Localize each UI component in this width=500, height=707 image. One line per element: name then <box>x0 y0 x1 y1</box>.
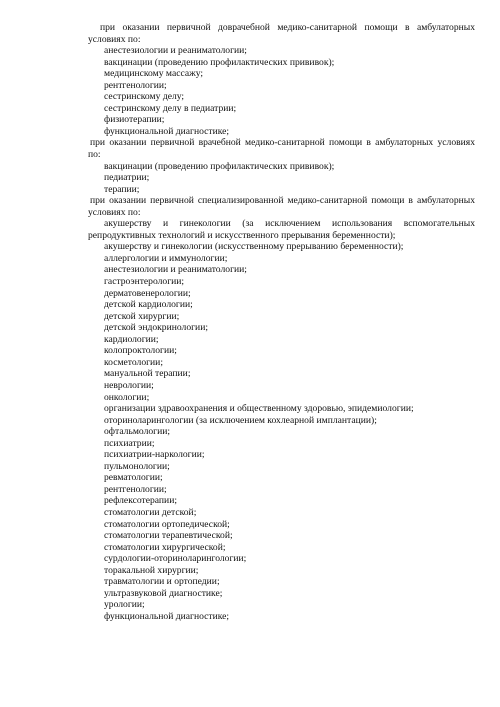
list-item: аллергологии и иммунологии; <box>104 252 228 264</box>
list-item: стоматологии детской; <box>104 506 197 518</box>
list-item: анестезиологии и реаниматологии; <box>104 45 247 57</box>
list-item: ультразвуковой диагностике; <box>104 587 223 599</box>
list-item: офтальмологии; <box>104 426 171 438</box>
list-item: рентгенологии; <box>104 79 167 91</box>
list-item: медицинскому массажу; <box>104 68 204 80</box>
list-item: функциональной диагностике; <box>104 125 230 137</box>
service-list <box>88 218 475 622</box>
list-item: акушерству и гинекологии (за исключением использования вспомогательных репродуктивных технологий и искусственного прерывания беременности); <box>88 218 475 241</box>
list-item: стоматологии терапевтической; <box>104 530 233 542</box>
list-item: онкологии; <box>104 391 150 403</box>
list-item: акушерству и гинекологии (искусственному прерыванию беременности); <box>104 241 404 253</box>
list-item: психиатрии-наркологии; <box>104 449 205 461</box>
list-item: колопроктологии; <box>104 345 177 357</box>
service-list <box>88 45 475 137</box>
list-item: мануальной терапии; <box>104 368 191 380</box>
list-item: дерматовенерологии; <box>104 287 191 299</box>
list-item: стоматологии хирургической; <box>104 541 226 553</box>
section-primary-pre-medical <box>88 22 475 137</box>
list-item: детской кардиологии; <box>104 299 193 311</box>
list-item: гастроэнтерологии; <box>104 276 185 288</box>
list-item: физиотерапии; <box>104 114 165 126</box>
list-item: анестезиологии и реаниматологии; <box>104 264 247 276</box>
section-primary-specialized <box>88 195 475 622</box>
section-heading: при оказании первичной доврачебной медико-санитарной помощи в амбулаторных условиях по: <box>88 22 475 45</box>
list-item: организации здравоохранения и общественному здоровью, эпидемиологии; <box>104 403 414 415</box>
list-item: психиатрии; <box>104 437 155 449</box>
list-item: торакальной хирургии; <box>104 564 199 576</box>
list-item: травматологии и ортопедии; <box>104 576 220 588</box>
list-item: педиатрии; <box>104 172 150 184</box>
list-item: косметологии; <box>104 356 163 368</box>
list-item: терапии; <box>104 183 140 195</box>
service-list <box>88 161 475 196</box>
list-item: сестринскому делу в педиатрии; <box>104 102 237 114</box>
list-item: рефлексотерапии; <box>104 495 177 507</box>
list-item: кардиологии; <box>104 333 159 345</box>
list-item: ревматологии; <box>104 472 163 484</box>
list-item: неврологии; <box>104 379 154 391</box>
section-heading: при оказании первичной специализированной медико-санитарной помощи в амбулаторных условиях по: <box>88 195 475 218</box>
document-page <box>88 22 475 622</box>
list-item: детской хирургии; <box>104 310 180 322</box>
list-item: стоматологии ортопедической; <box>104 518 230 530</box>
list-item: пульмонологии; <box>104 460 170 472</box>
list-item: урологии; <box>104 599 145 611</box>
list-item: оториноларингологии (за исключением кохлеарной имплантации); <box>104 414 377 426</box>
list-item: детской эндокринологии; <box>104 322 208 334</box>
list-item: рентгенологии; <box>104 483 167 495</box>
list-item: функциональной диагностике; <box>104 610 230 622</box>
section-heading: при оказании первичной врачебной медико-санитарной помощи в амбулаторных условиях по: <box>88 137 475 161</box>
list-item: вакцинации (проведению профилактических прививок); <box>104 56 335 68</box>
list-item: вакцинации (проведению профилактических прививок); <box>104 160 335 172</box>
list-item: сестринскому делу; <box>104 91 185 103</box>
section-primary-medical <box>88 137 475 195</box>
list-item: сурдологии-оториноларингологии; <box>104 553 247 565</box>
